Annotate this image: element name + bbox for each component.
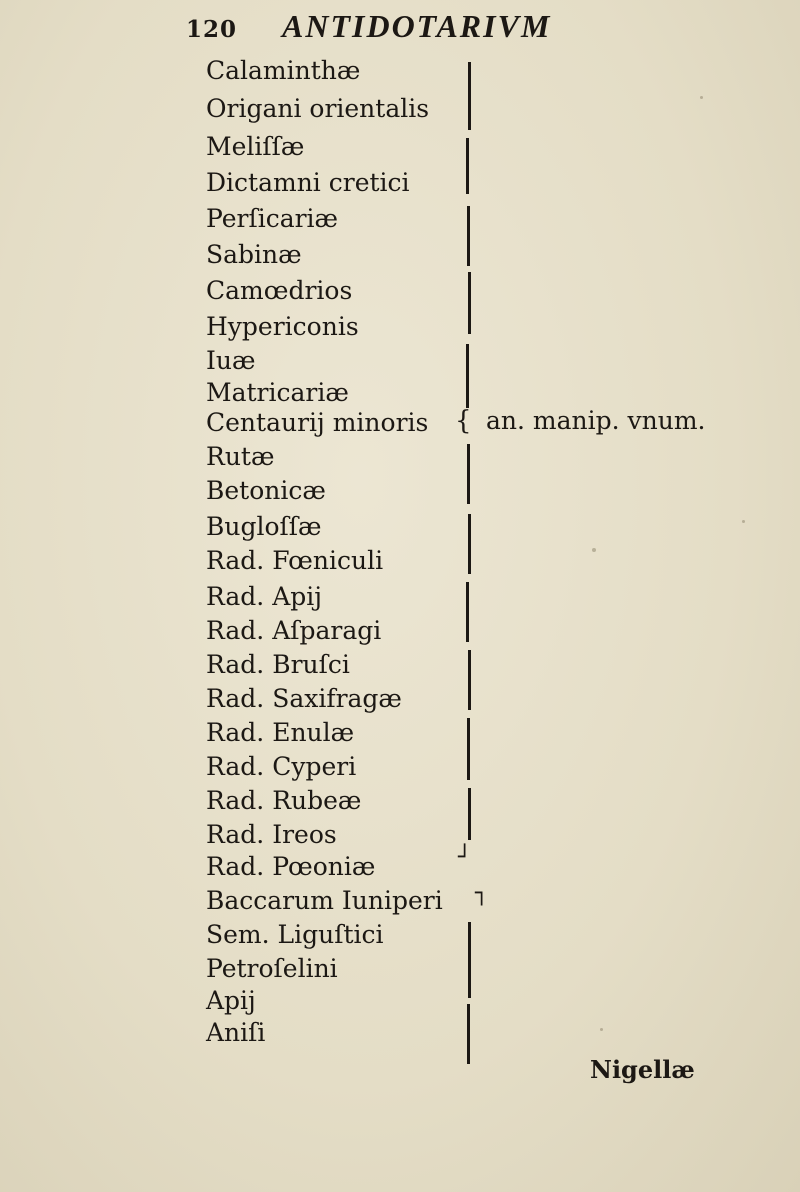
list-item: Rad. Pœoniæ (206, 852, 376, 881)
bracket-line (468, 922, 471, 998)
list-item: Baccarum Iuniperi (206, 886, 443, 915)
list-item: Rad. Enulæ (206, 718, 355, 747)
bracket-line (468, 272, 471, 334)
list-item: Rad. Rubeæ (206, 786, 362, 815)
list-item: Apij (206, 986, 256, 1015)
bracket-line (468, 650, 471, 710)
list-item: Bugloſſæ (206, 512, 322, 541)
list-item: Petroſelini (206, 954, 338, 983)
list-item: Calaminthæ (206, 56, 361, 85)
list-item: Rad. Apij (206, 582, 323, 611)
list-item: Matricariæ (206, 378, 349, 407)
list-item: Iuæ (206, 346, 256, 375)
bracket-line (468, 788, 471, 840)
dosage-text: an. manip. vnum. (486, 406, 706, 435)
bracket-line (467, 718, 470, 780)
running-title: ANTIDOTARIVM (282, 8, 552, 44)
bracket-line (467, 1004, 470, 1064)
bracket-line (467, 444, 470, 504)
list-item: Centaurij minoris (206, 408, 429, 437)
list-item: Sem. Liguſtici (206, 920, 384, 949)
paper-speck (700, 96, 703, 99)
bracket-hook-icon: ┐ (475, 881, 489, 906)
paper-speck (742, 520, 745, 523)
list-item: Origani orientalis (206, 94, 430, 123)
paper-speck (592, 548, 596, 552)
list-item: Rad. Saxifragæ (206, 684, 402, 713)
list-item: Camœdrios (206, 276, 353, 305)
bracket-line (466, 344, 469, 408)
list-item: Rutæ (206, 442, 275, 471)
list-item: Hypericonis (206, 312, 359, 341)
list-item: Betonicæ (206, 476, 326, 505)
list-item: Rad. Aſparagi (206, 616, 382, 645)
bracket-line (466, 582, 469, 642)
list-item: Rad. Bruſci (206, 650, 350, 679)
bracket-line (468, 62, 471, 130)
page-number: 120 (186, 16, 238, 43)
bracket-line (466, 138, 469, 194)
page-header (186, 8, 646, 48)
list-item: Rad. Cyperi (206, 752, 357, 781)
bracket-line (467, 206, 470, 266)
list-item: Meliſſæ (206, 132, 305, 161)
list-item: Rad. Ireos (206, 820, 337, 849)
bracket-line (468, 514, 471, 574)
list-item: Sabinæ (206, 240, 302, 269)
list-item: Dictamni cretici (206, 168, 410, 197)
brace-icon: { (455, 406, 472, 436)
bracket-hook-icon: ┘ (458, 845, 472, 870)
paper-speck (600, 1028, 603, 1031)
list-item: Rad. Fœniculi (206, 546, 384, 575)
list-item: Aniſi (206, 1018, 266, 1047)
catchword: Nigellæ (590, 1055, 695, 1084)
list-item: Perſicariæ (206, 204, 339, 233)
